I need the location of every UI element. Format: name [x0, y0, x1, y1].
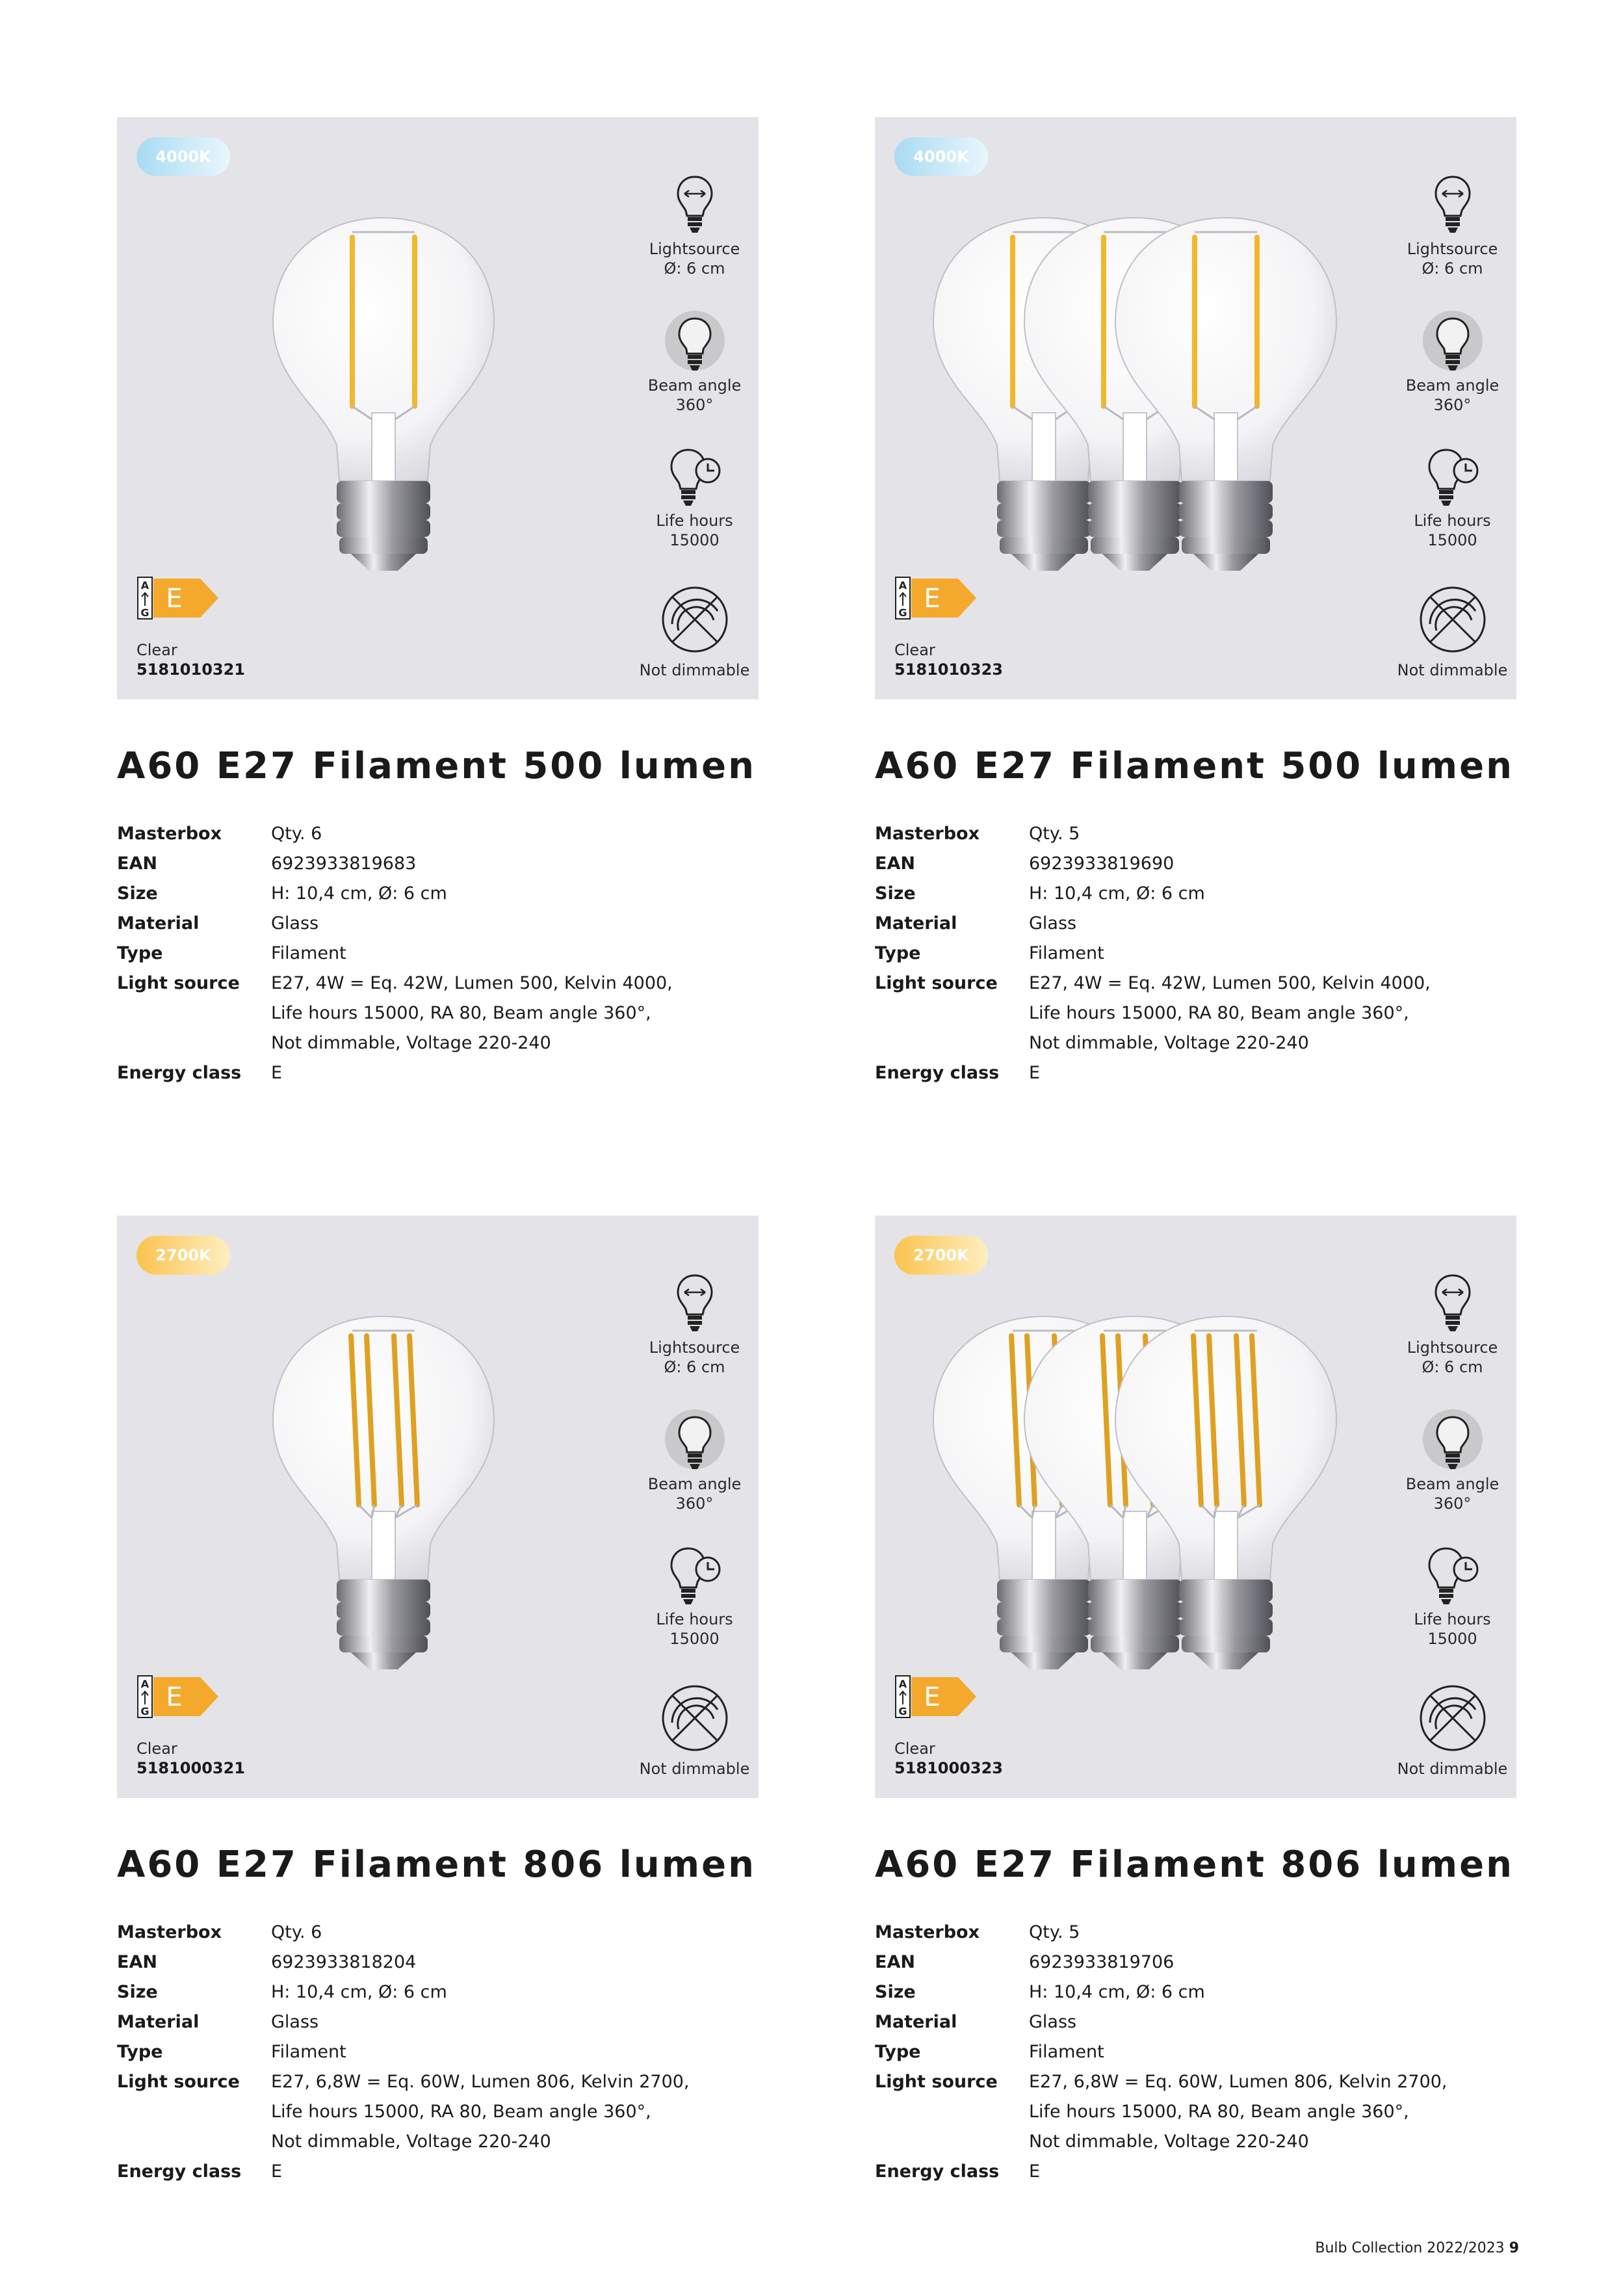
svg-text:G: G	[140, 607, 149, 619]
spec-value: 6923933819706	[1029, 1952, 1175, 1972]
spec-row-size	[117, 1977, 759, 2007]
feature-icons	[1388, 117, 1516, 699]
spec-key: Masterbox	[117, 824, 222, 844]
beam-angle-value: 360°	[1433, 1494, 1472, 1513]
spec-value: H: 10,4 cm, Ø: 6 cm	[1029, 883, 1205, 904]
svg-text:A: A	[140, 579, 149, 592]
spec-row-light-source	[875, 969, 1516, 1058]
spec-row-material	[875, 909, 1516, 939]
lightsource-label: Lightsource	[649, 240, 740, 258]
product-code: 5181010323	[894, 660, 1003, 679]
spec-key: EAN	[117, 854, 157, 874]
spec-key: Energy class	[875, 2161, 1000, 2182]
spec-row-masterbox	[117, 1918, 759, 1948]
beam-angle-feature	[630, 311, 759, 415]
spec-value: Filament	[271, 2042, 346, 2062]
not-dimmable-label: Not dimmable	[1397, 1760, 1508, 1778]
svg-text:E: E	[166, 584, 183, 614]
spec-row-material	[117, 2007, 759, 2037]
beam-angle-icon	[662, 1409, 727, 1474]
finish-label: Clear	[136, 1740, 177, 1758]
spec-value: Qty. 6	[271, 1922, 322, 1942]
spec-row-energy-class	[117, 1058, 759, 1088]
lightsource-feature	[630, 1273, 759, 1377]
spec-key: EAN	[875, 1952, 915, 1972]
spec-key: Material	[117, 2012, 200, 2032]
beam-angle-icon	[1420, 1409, 1485, 1474]
dimmable-feature	[1388, 1682, 1516, 1779]
life-hours-feature	[1388, 1545, 1516, 1649]
beam-angle-feature	[1388, 311, 1516, 415]
spec-row-type	[875, 2037, 1516, 2067]
product-title: A60 E27 Filament 806 lumen	[117, 1844, 756, 1886]
spec-key: Type	[117, 943, 163, 963]
spec-key: Light source	[875, 973, 998, 993]
spec-value: Glass	[271, 2012, 319, 2032]
svg-text:G: G	[898, 607, 907, 619]
kelvin-badge: 2700K	[136, 1236, 230, 1275]
spec-key: Material	[875, 913, 957, 933]
kelvin-badge: 4000K	[894, 137, 988, 176]
svg-text:A: A	[898, 579, 907, 592]
spec-key: Type	[875, 2042, 921, 2062]
spec-value: Life hours 15000, RA 80, Beam angle 360°,	[271, 2102, 651, 2122]
spec-row-energy-class	[875, 1058, 1516, 1088]
spec-key: Energy class	[117, 2161, 242, 2182]
spec-table	[875, 819, 1516, 1088]
life-hours-feature	[630, 446, 759, 550]
spec-value: E	[1029, 1063, 1041, 1083]
feature-icons	[630, 117, 759, 699]
spec-value: Glass	[271, 913, 319, 933]
spec-row-energy-class	[117, 2157, 759, 2187]
beam-angle-value: 360°	[675, 1494, 714, 1513]
not-dimmable-label: Not dimmable	[639, 1760, 750, 1778]
spec-row-masterbox	[875, 819, 1516, 849]
spec-key: Size	[875, 883, 916, 904]
spec-key: Light source	[117, 973, 240, 993]
spec-value: Glass	[1029, 913, 1077, 933]
spec-value: Filament	[271, 943, 346, 963]
bulb-diameter-icon	[674, 174, 716, 239]
spec-row-light-source	[117, 2067, 759, 2157]
product-code: 5181000323	[894, 1759, 1003, 1777]
finish-label: Clear	[894, 641, 935, 659]
lightsource-label: Lightsource	[1407, 1338, 1498, 1357]
spec-key: Size	[117, 883, 158, 904]
spec-value: Not dimmable, Voltage 220-240	[1029, 1033, 1309, 1053]
spec-value: Qty. 6	[271, 824, 322, 844]
lightsource-value: Ø: 6 cm	[1422, 1358, 1483, 1376]
product-title: A60 E27 Filament 806 lumen	[875, 1844, 1514, 1886]
page-number: 9	[1509, 2240, 1519, 2256]
spec-row-material	[875, 2007, 1516, 2037]
spec-key: Light source	[117, 2072, 240, 2092]
product-image-panel	[875, 1216, 1516, 1798]
lightsource-value: Ø: 6 cm	[664, 1358, 725, 1376]
lightsource-label: Lightsource	[1407, 240, 1498, 258]
spec-key: Light source	[875, 2072, 998, 2092]
spec-row-type	[117, 2037, 759, 2067]
product-code: 5181010321	[136, 660, 245, 679]
spec-row-ean	[117, 1948, 759, 1977]
spec-value: E	[271, 2161, 283, 2182]
bulb	[273, 218, 494, 571]
spec-row-size	[117, 879, 759, 909]
spec-value: H: 10,4 cm, Ø: 6 cm	[271, 883, 447, 904]
spec-row-size	[875, 1977, 1516, 2007]
spec-row-type	[875, 939, 1516, 969]
spec-key: Masterbox	[875, 1922, 980, 1942]
spec-value: 6923933818204	[271, 1952, 417, 1972]
footer-text: Bulb Collection 2022/2023	[1315, 2240, 1505, 2256]
spec-table	[117, 819, 759, 1088]
not-dimmable-icon	[659, 1682, 731, 1754]
bulb	[273, 1316, 494, 1669]
page-footer	[1315, 2240, 1519, 2256]
spec-key: Material	[117, 913, 200, 933]
not-dimmable-icon	[1417, 584, 1488, 655]
beam-angle-label: Beam angle	[1405, 1475, 1500, 1493]
spec-value: E27, 6,8W = Eq. 60W, Lumen 806, Kelvin 2700,	[1029, 2072, 1448, 2092]
beam-angle-icon	[662, 311, 727, 376]
lightsource-label: Lightsource	[649, 1338, 740, 1357]
spec-value: E27, 4W = Eq. 42W, Lumen 500, Kelvin 4000,	[271, 973, 673, 993]
spec-value: 6923933819683	[271, 854, 417, 874]
spec-value: Qty. 5	[1029, 1922, 1080, 1942]
spec-row-material	[117, 909, 759, 939]
svg-text:E: E	[924, 1682, 941, 1712]
spec-value: Filament	[1029, 943, 1104, 963]
svg-text:A: A	[898, 1678, 907, 1690]
kelvin-badge: 4000K	[136, 137, 230, 176]
life-hours-label: Life hours	[1414, 512, 1491, 530]
spec-key: Energy class	[875, 1063, 1000, 1083]
spec-row-type	[117, 939, 759, 969]
life-hours-feature	[630, 1545, 759, 1649]
lightsource-feature	[630, 174, 759, 278]
energy-label-icon	[136, 1675, 221, 1720]
svg-text:E: E	[924, 584, 941, 614]
spec-row-ean	[117, 849, 759, 879]
product-image-panel	[875, 117, 1516, 699]
spec-value: E27, 4W = Eq. 42W, Lumen 500, Kelvin 4000,	[1029, 973, 1431, 993]
bulb-diameter-icon	[1432, 174, 1474, 239]
spec-key: Type	[117, 2042, 163, 2062]
dimmable-feature	[630, 584, 759, 680]
feature-icons	[1388, 1216, 1516, 1798]
spec-row-ean	[875, 1948, 1516, 1977]
spec-row-energy-class	[875, 2157, 1516, 2187]
spec-value: Life hours 15000, RA 80, Beam angle 360°,	[1029, 2102, 1409, 2122]
svg-text:A: A	[140, 1678, 149, 1690]
spec-row-light-source	[875, 2067, 1516, 2157]
spec-key: EAN	[875, 854, 915, 874]
finish-label: Clear	[136, 641, 177, 659]
spec-value: Not dimmable, Voltage 220-240	[271, 1033, 551, 1053]
product-title: A60 E27 Filament 500 lumen	[117, 745, 756, 787]
beam-angle-label: Beam angle	[1405, 376, 1500, 395]
clock-bulb-icon	[1420, 1545, 1485, 1610]
dimmable-feature	[1388, 584, 1516, 680]
spec-key: Masterbox	[117, 1922, 222, 1942]
spec-value: Not dimmable, Voltage 220-240	[1029, 2132, 1309, 2152]
not-dimmable-icon	[659, 584, 731, 655]
life-hours-label: Life hours	[1414, 1610, 1491, 1628]
spec-value: 6923933819690	[1029, 854, 1175, 874]
kelvin-badge: 2700K	[894, 1236, 988, 1275]
dimmable-feature	[630, 1682, 759, 1779]
spec-value: H: 10,4 cm, Ø: 6 cm	[271, 1982, 447, 2002]
beam-angle-label: Beam angle	[647, 1475, 742, 1493]
spec-table	[875, 1918, 1516, 2187]
spec-table	[117, 1918, 759, 2187]
energy-label-icon	[894, 576, 979, 621]
life-hours-value: 15000	[669, 1630, 720, 1648]
clock-bulb-icon	[1420, 446, 1485, 511]
energy-label-icon	[136, 576, 221, 621]
spec-key: Masterbox	[875, 824, 980, 844]
spec-value: Life hours 15000, RA 80, Beam angle 360°,	[271, 1003, 651, 1023]
clock-bulb-icon	[662, 446, 727, 511]
life-hours-label: Life hours	[656, 1610, 733, 1628]
spec-key: EAN	[117, 1952, 157, 1972]
spec-value: E27, 6,8W = Eq. 60W, Lumen 806, Kelvin 2700,	[271, 2072, 690, 2092]
spec-key: Size	[117, 1982, 158, 2002]
feature-icons	[630, 1216, 759, 1798]
not-dimmable-label: Not dimmable	[639, 661, 750, 679]
bulb-diameter-icon	[674, 1273, 716, 1338]
spec-value: Qty. 5	[1029, 824, 1080, 844]
lightsource-value: Ø: 6 cm	[1422, 259, 1483, 278]
beam-angle-label: Beam angle	[647, 376, 742, 395]
beam-angle-icon	[1420, 311, 1485, 376]
life-hours-label: Life hours	[656, 512, 733, 530]
svg-text:E: E	[166, 1682, 183, 1712]
product-image-panel	[117, 117, 759, 699]
spec-key: Type	[875, 943, 921, 963]
lightsource-value: Ø: 6 cm	[664, 259, 725, 278]
spec-row-light-source	[117, 969, 759, 1058]
spec-value: H: 10,4 cm, Ø: 6 cm	[1029, 1982, 1205, 2002]
finish-label: Clear	[894, 1740, 935, 1758]
svg-text:G: G	[898, 1705, 907, 1717]
spec-row-masterbox	[117, 819, 759, 849]
spec-value: Filament	[1029, 2042, 1104, 2062]
spec-value: E	[1029, 2161, 1041, 2182]
spec-row-size	[875, 879, 1516, 909]
beam-angle-feature	[630, 1409, 759, 1513]
life-hours-value: 15000	[669, 531, 720, 549]
spec-value: Not dimmable, Voltage 220-240	[271, 2132, 551, 2152]
lightsource-feature	[1388, 1273, 1516, 1377]
spec-row-ean	[875, 849, 1516, 879]
spec-value: Glass	[1029, 2012, 1077, 2032]
spec-key: Energy class	[117, 1063, 242, 1083]
product-code: 5181000321	[136, 1759, 245, 1777]
clock-bulb-icon	[662, 1545, 727, 1610]
beam-angle-value: 360°	[675, 396, 714, 414]
product-title: A60 E27 Filament 500 lumen	[875, 745, 1514, 787]
product-image-panel	[117, 1216, 759, 1798]
spec-key: Material	[875, 2012, 957, 2032]
life-hours-feature	[1388, 446, 1516, 550]
spec-value: E	[271, 1063, 283, 1083]
svg-text:G: G	[140, 1705, 149, 1717]
life-hours-value: 15000	[1427, 1630, 1477, 1648]
spec-key: Size	[875, 1982, 916, 2002]
spec-value: Life hours 15000, RA 80, Beam angle 360°,	[1029, 1003, 1409, 1023]
not-dimmable-icon	[1417, 1682, 1488, 1754]
beam-angle-feature	[1388, 1409, 1516, 1513]
beam-angle-value: 360°	[1433, 396, 1472, 414]
bulb-diameter-icon	[1432, 1273, 1474, 1338]
spec-row-masterbox	[875, 1918, 1516, 1948]
not-dimmable-label: Not dimmable	[1397, 661, 1508, 679]
lightsource-feature	[1388, 174, 1516, 278]
energy-label-icon	[894, 1675, 979, 1720]
life-hours-value: 15000	[1427, 531, 1477, 549]
